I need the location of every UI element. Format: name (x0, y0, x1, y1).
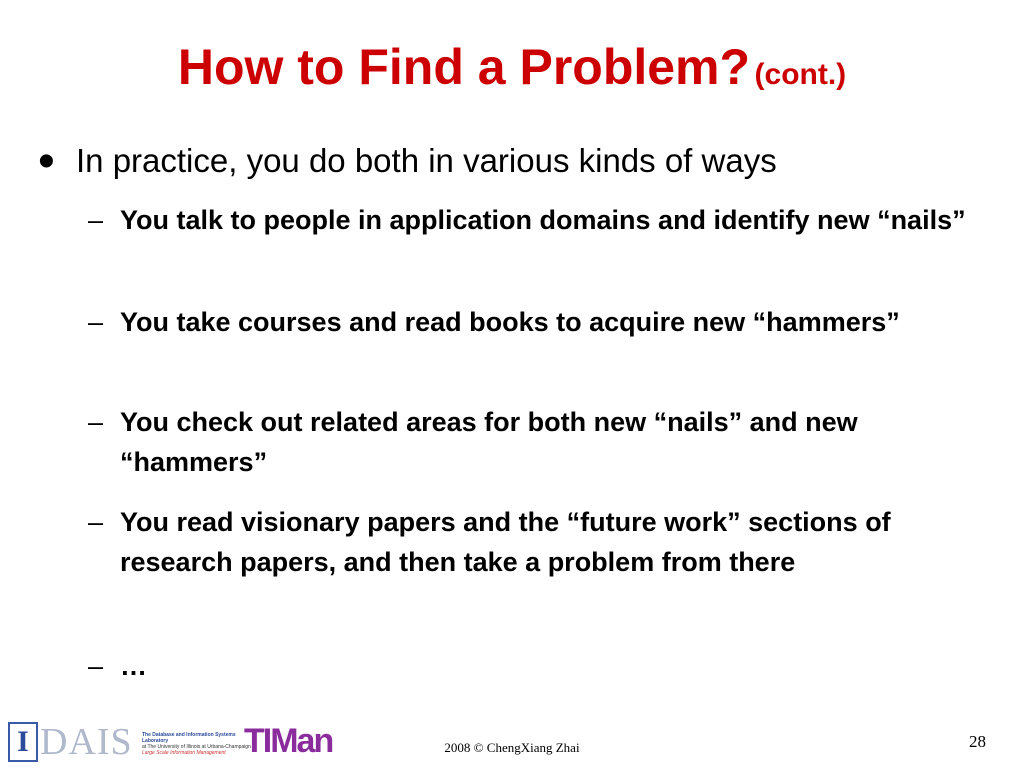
slide-title (0, 38, 1024, 96)
sub-bullet-4 (88, 502, 1008, 582)
dais-logo-wordmark: DAIS (40, 721, 133, 763)
dais-caption-line3: Large Scale Information Management (142, 750, 226, 756)
dais-logo-icon: I (8, 722, 38, 762)
bullet-dot: • (38, 135, 55, 188)
sub-bullet-1 (88, 200, 1008, 240)
dash-1: – (88, 205, 104, 235)
sub-bullet-text-3: You check out related areas for both new “nails” and new “hammers” (120, 407, 858, 477)
sub-bullet-text-5: … (120, 651, 147, 681)
dash-5: – (88, 651, 104, 681)
dash-3: – (88, 407, 104, 437)
sub-bullet-text-4: You read visionary papers and the “future work” sections of research papers, and then take a problem from there (120, 507, 891, 577)
sub-bullet-3 (88, 402, 1008, 482)
sub-bullet-2 (88, 302, 1008, 342)
title-suffix: (cont.) (754, 58, 847, 91)
sub-bullet-text-1: You talk to people in application domains and identify new “nails” (120, 205, 966, 235)
page-number: 28 (969, 732, 986, 751)
sub-bullet-5 (88, 646, 1008, 686)
dais-caption-line1: The Database and Information Systems Laboratory (142, 732, 236, 744)
timan-logo: TIMan (244, 722, 333, 760)
footer-copyright: 2008 © ChengXiang Zhai (444, 740, 580, 755)
main-bullet-text: In practice, you do both in various kinds of ways (76, 142, 777, 179)
title-main: How to Find a Problem? (177, 39, 751, 95)
dash-2: – (88, 307, 104, 337)
dash-4: – (88, 507, 104, 537)
sub-bullet-text-2: You take courses and read books to acquire new “hammers” (120, 307, 900, 337)
dais-caption-line2: at The University of Illinois at Urbana-Champaign (142, 744, 251, 750)
